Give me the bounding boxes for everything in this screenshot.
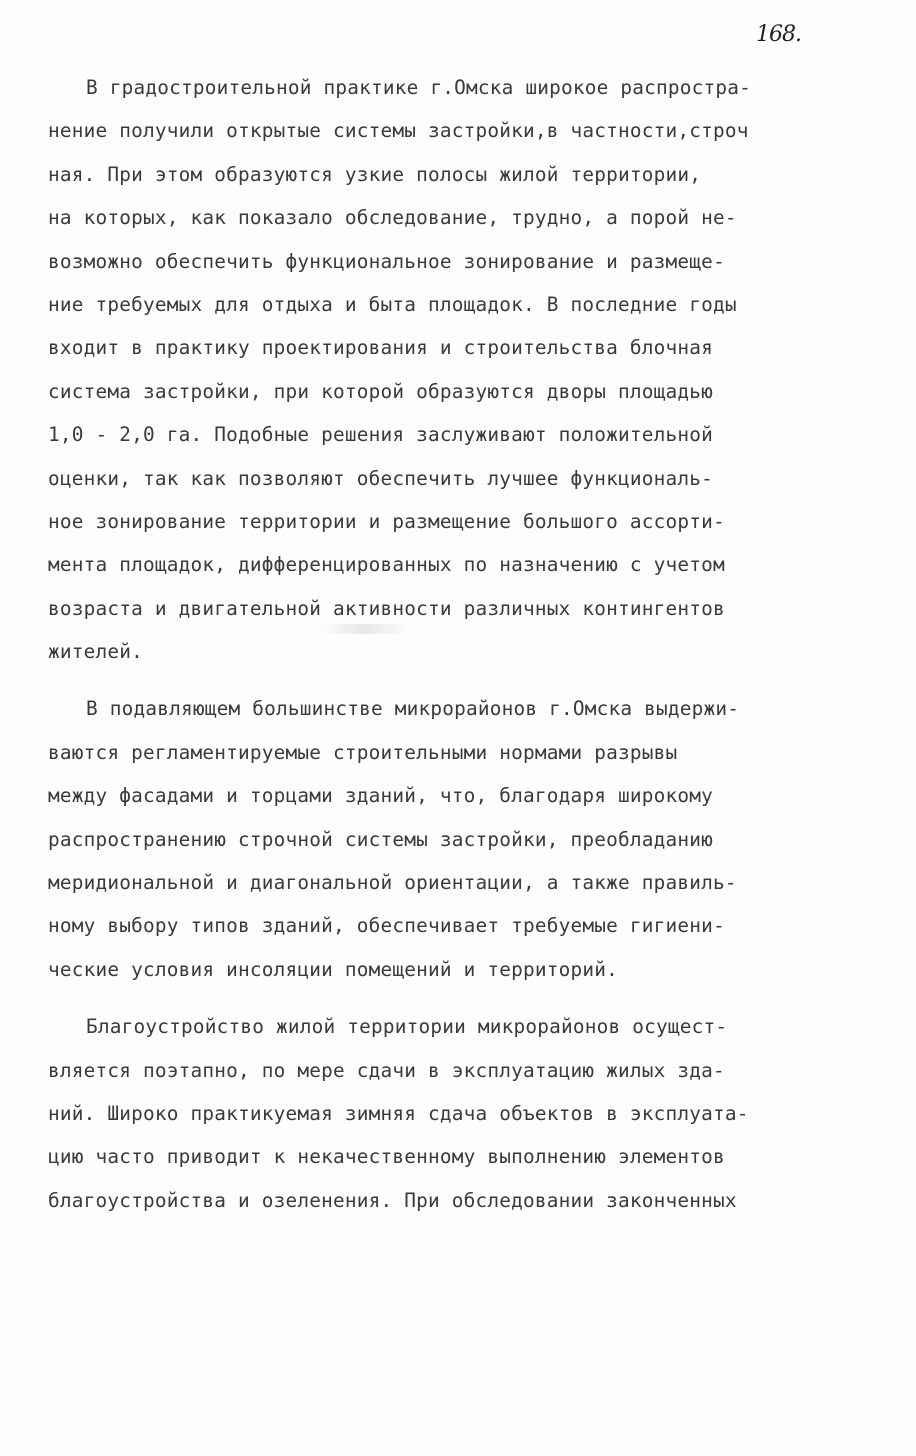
text-line: благоустройства и озеленения. При обследовании законченных bbox=[48, 1188, 737, 1212]
body-text bbox=[48, 66, 878, 1222]
text-line: нение получили открытые системы застройки,в частности,строч bbox=[48, 119, 749, 143]
text-line: распространению строчной системы застройки, преобладанию bbox=[48, 827, 713, 851]
text-line: В подавляющем большинстве микрорайонов г.Омска выдержи- bbox=[86, 697, 740, 721]
paragraph-2 bbox=[48, 687, 878, 991]
text-line: на которых, как показало обследование, трудно, а порой не- bbox=[48, 206, 737, 230]
text-line: 1,0 - 2,0 га. Подобные решения заслуживают положительной bbox=[48, 423, 713, 447]
page-number: 168. bbox=[756, 22, 801, 47]
text-line: жителей. bbox=[48, 640, 143, 664]
text-line: цию часто приводит к некачественному выполнению элементов bbox=[48, 1145, 725, 1169]
paragraph-gap bbox=[48, 673, 878, 687]
text-line: вляется поэтапно, по мере сдачи в эксплуатацию жилых зда- bbox=[48, 1058, 725, 1082]
text-line: Благоустройство жилой территории микрорайонов осущест- bbox=[86, 1015, 728, 1039]
text-line: ваются регламентируемые строительными нормами разрывы bbox=[48, 740, 678, 764]
paragraph-1 bbox=[48, 66, 878, 673]
text-line: ное зонирование территории и размещение большого ассорти- bbox=[48, 509, 725, 533]
text-line: между фасадами и торцами зданий, что, благодаря широкому bbox=[48, 784, 713, 808]
text-line: возраста и двигательной активности различных контингентов bbox=[48, 596, 725, 620]
text-line: ние требуемых для отдыха и быта площадок. В последние годы bbox=[48, 292, 737, 316]
text-line: ная. При этом образуются узкие полосы жилой территории, bbox=[48, 162, 702, 186]
text-line: ческие условия инсоляции помещений и территорий. bbox=[48, 957, 618, 981]
text-line: В градостроительной практике г.Омска широкое распростра- bbox=[86, 76, 751, 99]
text-line: система застройки, при которой образуются дворы площадью bbox=[48, 379, 713, 403]
text-line: оценки, так как позволяют обеспечить лучшее функциональ- bbox=[48, 466, 713, 490]
paragraph-3 bbox=[48, 1005, 878, 1222]
text-line: входит в практику проектирования и строительства блочная bbox=[48, 336, 713, 360]
text-line: ному выбору типов зданий, обеспечивает требуемые гигиени- bbox=[48, 914, 725, 938]
text-line: возможно обеспечить функциональное зонирование и размеще- bbox=[48, 249, 725, 273]
text-line: мента площадок, дифференцированных по назначению с учетом bbox=[48, 553, 725, 577]
scan-smudge bbox=[320, 624, 410, 634]
text-line: ний. Широко практикуемая зимняя сдача объектов в эксплуата- bbox=[48, 1101, 749, 1125]
paragraph-gap bbox=[48, 991, 878, 1005]
text-line: меридиональной и диагональной ориентации, а также правиль- bbox=[48, 871, 737, 895]
